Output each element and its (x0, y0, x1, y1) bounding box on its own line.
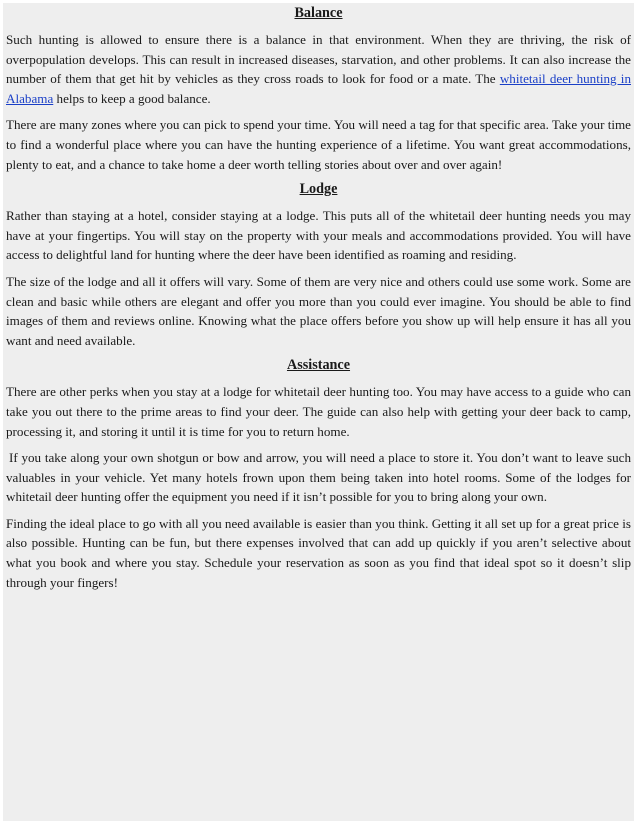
paragraph-text: helps to keep a good balance. (53, 90, 211, 106)
paragraph: Rather than staying at a hotel, consider staying at a lodge. This puts all of the whitetail deer hunting needs you may have at your fingertips. You will stay on the property with your meals and accommodations provided. You will have access to delightful land for hunting where the deer have been identified as roaming and residing. (6, 208, 631, 263)
document-page (3, 3, 634, 821)
paragraph: There are other perks when you stay at a lodge for whitetail deer hunting too. You may have access to a guide who can take you out there to the prime areas to find your deer. The guide can also help with getting your deer back to camp, processing it, and storing it until it is time for you to return home. (6, 384, 631, 439)
heading-balance: Balance (294, 5, 343, 21)
paragraph: If you take along your own shotgun or bow and arrow, you will need a place to store it. You don’t want to leave such valuables in your vehicle. Yet many hotels frown upon them being taken into hotel rooms. Some of the lodges for whitetail deer hunting offer the equipment you need if it isn’t possible for you to bring along your own. (6, 450, 631, 505)
heading-assistance: Assistance (286, 357, 351, 374)
paragraph: Finding the ideal place to go with all you need available is easier than you think. Getting it all set up for a great price is also possible. Hunting can be fun, but there expenses involved that can add up quickly if you aren’t selective about what you book and where you stay. Schedule your reservation as soon as you find that ideal spot so it doesn’t slip through your fingers! (6, 515, 631, 590)
paragraph (6, 30, 631, 108)
paragraph-text: Such hunting is allowed to ensure there is a balance in that environment. When they are thriving, the risk of overpopulation develops. This can result in increased diseases, starvation, and other problems. It can also increase the number of them that get hit by vehicles as they cross roads to look for food or a mate. The (6, 32, 631, 87)
heading-lodge: Lodge (299, 181, 338, 198)
paragraph: The size of the lodge and all it offers will vary. Some of them are very nice and others could use some work. Some are clean and basic while others are elegant and offer you more than you could ever imagine. You should be able to find images of them and reviews online. Knowing what the place offers before you show up will help ensure it has all you want and need available. (6, 273, 631, 348)
whitetail-deer-hunting-link[interactable]: whitetail deer hunting in Alabama (6, 71, 631, 106)
paragraph: There are many zones where you can pick to spend your time. You will need a tag for that specific area. Take your time to find a wonderful place where you can have the hunting experience of a lifetime. You want great accommodations, plenty to eat, and a chance to take home a deer worth telling stories about over and over again! (6, 117, 631, 172)
